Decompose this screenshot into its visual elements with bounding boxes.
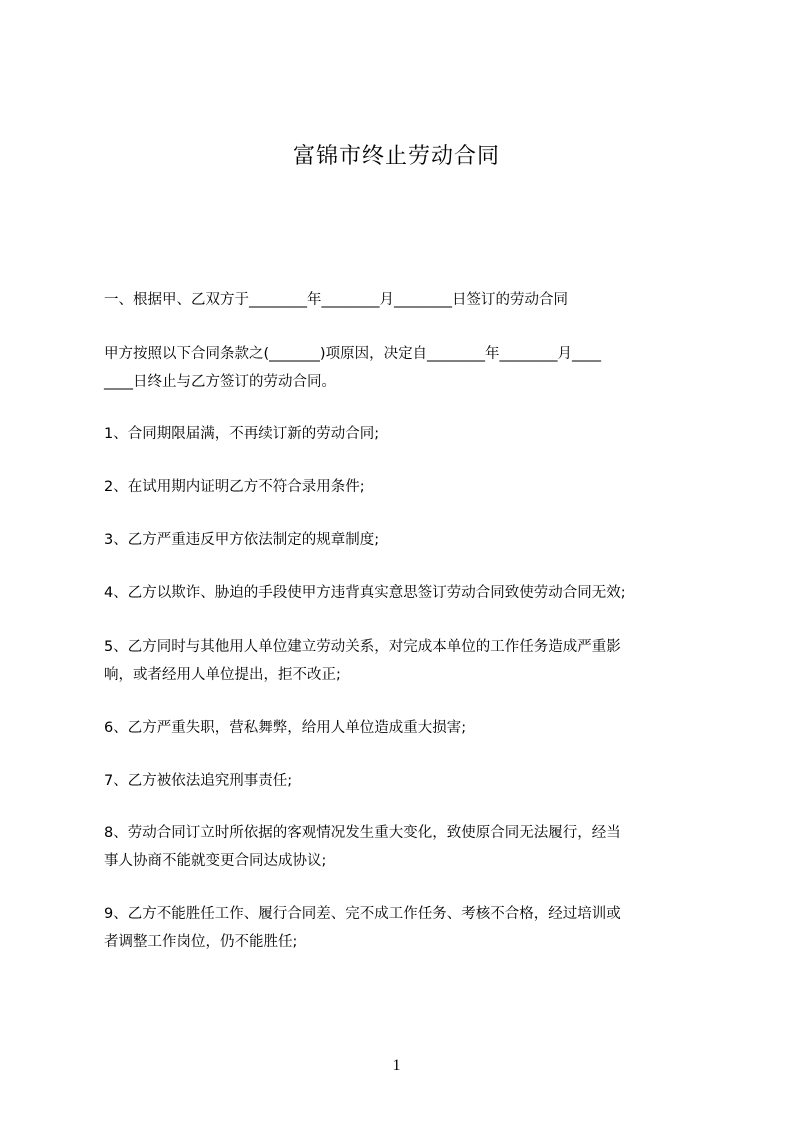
paragraph-item-6 (104, 714, 712, 742)
paragraph-item-3 (104, 526, 712, 554)
document-title: 富锦市终止劳动合同 (292, 144, 500, 169)
paragraph-line: 事人协商不能就变更合同达成协议; (104, 853, 327, 869)
paragraph-item-4 (104, 579, 712, 607)
paragraph-item-5 (104, 633, 712, 689)
paragraph-line: 甲方按照以下合同条款之(_______)项原因，决定自________年________月____ (104, 346, 602, 362)
paragraph-line: 者调整工作岗位，仍不能胜任; (104, 934, 298, 950)
paragraph-item-8 (104, 819, 712, 875)
paragraph-line: ____日终止与乙方签订的劳动合同。 (104, 374, 336, 390)
paragraph-1 (104, 286, 712, 314)
paragraph-item-7 (104, 767, 712, 795)
paragraph-item-2 (104, 473, 712, 501)
paragraph-line: 8、劳动合同订立时所依据的客观情况发生重大变化，致使原合同无法履行，经当 (104, 825, 621, 841)
paragraph-line: 3、乙方严重违反甲方依法制定的规章制度; (104, 532, 380, 548)
paragraph-line: 6、乙方严重失职，营私舞弊，给用人单位造成重大损害; (104, 720, 467, 736)
paragraph-line: 5、乙方同时与其他用人单位建立劳动关系，对完成本单位的工作任务造成严重影 (104, 639, 621, 655)
paragraph-line: 7、乙方被依法追究刑事责任; (104, 773, 293, 789)
paragraph-item-9 (104, 900, 712, 956)
paragraph-line: 一、根据甲、乙双方于________年________月________日签订的劳动合同 (104, 292, 568, 308)
paragraph-line: 9、乙方不能胜任工作、履行合同差、完不成工作任务、考核不合格，经过培训或 (104, 906, 621, 922)
paragraph-line: 响，或者经用人单位提出，拒不改正; (104, 667, 341, 683)
paragraph-2 (104, 340, 712, 396)
paragraph-line: 2、在试用期内证明乙方不符合录用条件; (104, 479, 365, 495)
paragraph-item-1 (104, 420, 712, 448)
page-number: 1 (392, 1057, 401, 1074)
paragraph-line: 1、合同期限届满，不再续订新的劳动合同; (104, 426, 380, 442)
paragraph-line: 4、乙方以欺诈、胁迫的手段使甲方违背真实意思签订劳动合同致使劳动合同无效; (104, 585, 626, 601)
